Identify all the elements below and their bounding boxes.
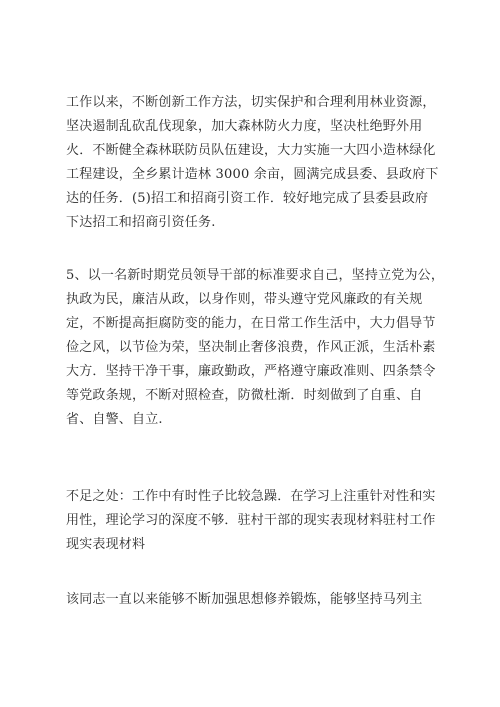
paragraph-integrity: [66, 264, 446, 432]
text-line: 定，不断提高拒腐防变的能力，在日常工作生活中，大力倡导节: [66, 316, 436, 331]
text-line: 执政为民，廉洁从政，以身作则，带头遵守党风廉政的有关规: [66, 292, 423, 307]
paragraph-shortcomings: [66, 485, 446, 557]
text-line: 等党政条规，不断对照检查，防微杜渐．时刻做到了自重、自: [66, 388, 423, 403]
text-line: 下达招工和招商引资任务.: [66, 215, 216, 230]
text-line: 工作以来，不断创新工作方法，切实保护和合理利用林业资源，: [66, 95, 436, 110]
text-line: 达的任务．(5)招工和招商引资工作．较好地完成了县委县政府: [66, 191, 429, 206]
text-line: 该同志一直以来能够不断加强思想修养锻炼，能够坚持马列主: [66, 592, 423, 607]
text-line: 不足之处：工作中有时性子比较急躁．在学习上注重针对性和实: [66, 489, 436, 504]
paragraph-work-summary: [66, 91, 446, 235]
text-line: 坚决遏制乱砍乱伐现象，加大森林防火力度，坚决杜绝野外用: [66, 119, 423, 134]
text-line: 用性，理论学习的深度不够．驻村干部的现实表现材料驻村工作: [66, 513, 436, 528]
text-line: 工程建设，全乡累计造林 3000 余亩，圆满完成县委、县政府下: [66, 167, 439, 182]
text-line: 省、自警、自立.: [66, 412, 163, 427]
paragraph-evaluation: [66, 588, 446, 612]
text-line: 现实表现材料: [66, 537, 146, 552]
text-line: 火．不断健全森林联防员队伍建设，大力实施一大四小造林绿化: [66, 143, 436, 158]
text-line: 俭之风，以节俭为荣，坚决制止奢侈浪费，作风正派，生活朴素: [66, 340, 436, 355]
text-line: 5、以一名新时期党员领导干部的标准要求自己，坚持立党为公，: [66, 268, 445, 283]
text-line: 大方．坚持干净干事，廉政勤政，严格遵守廉政准则、四条禁令: [66, 364, 436, 379]
